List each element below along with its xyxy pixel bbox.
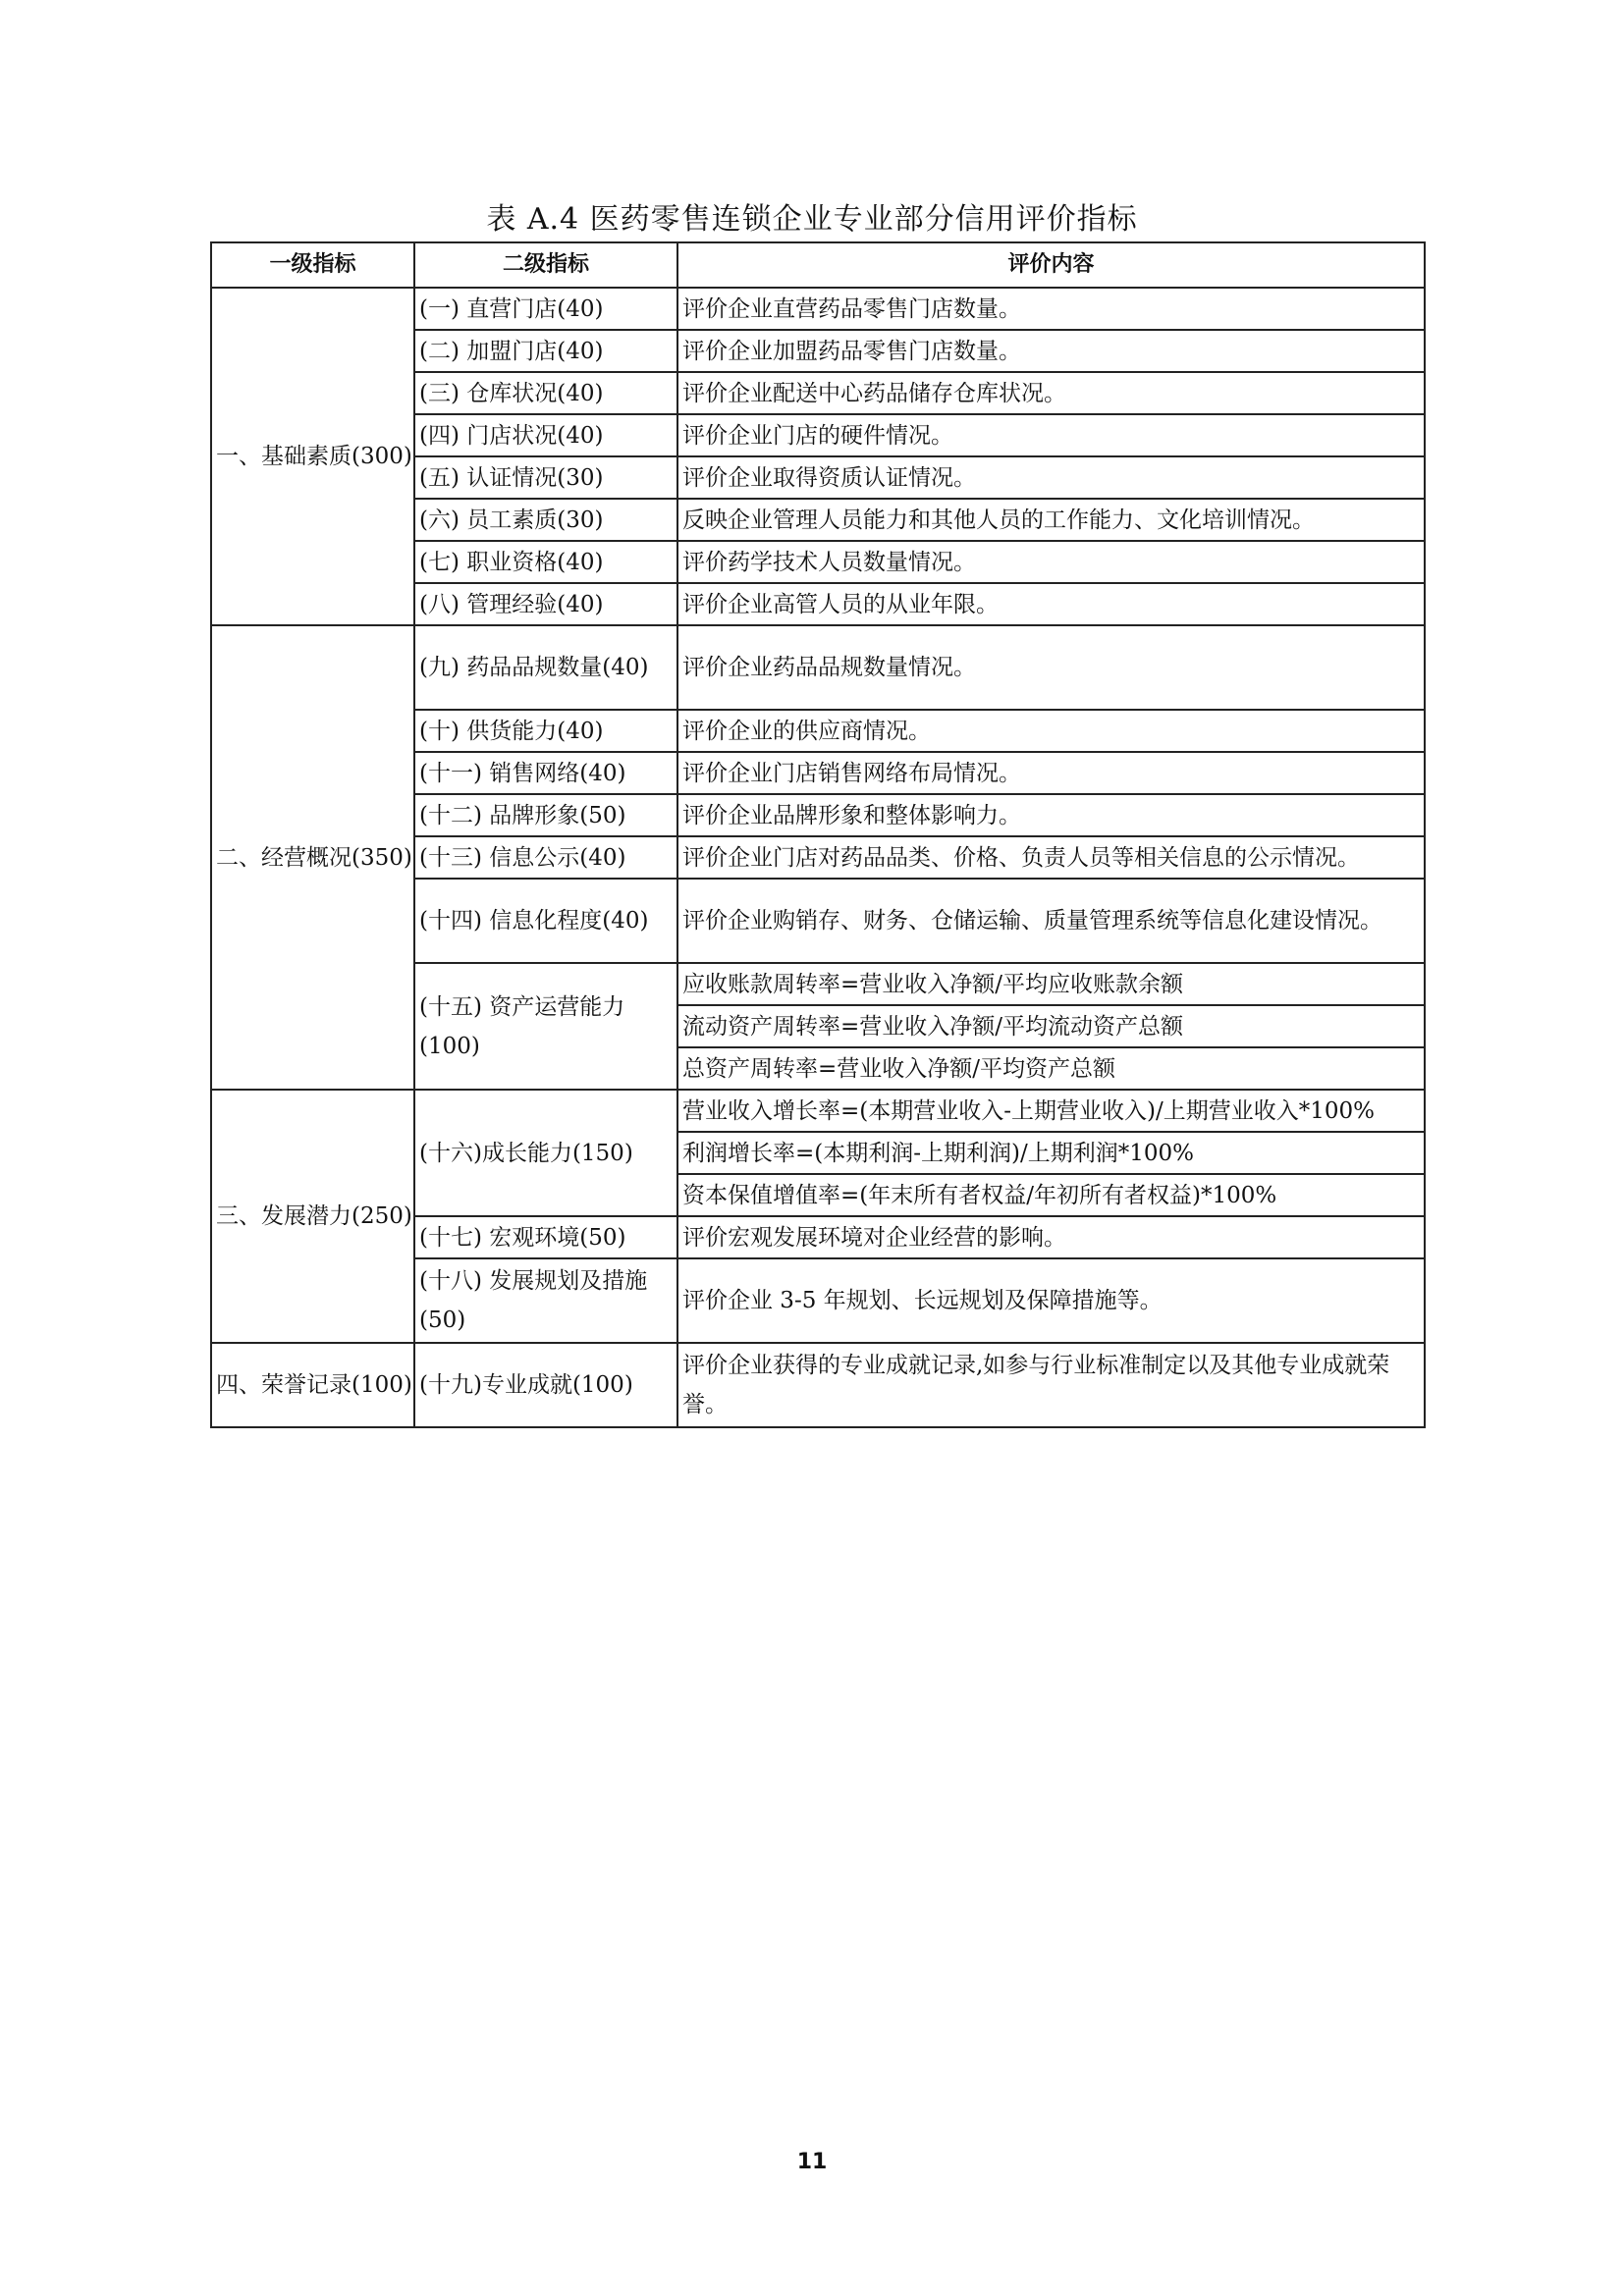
level2-cell: (十三) 信息公示(40) bbox=[414, 836, 677, 879]
content-cell: 资本保值增值率=(年末所有者权益/年初所有者权益)*100% bbox=[677, 1174, 1425, 1216]
content-cell: 评价企业配送中心药品储存仓库状况。 bbox=[677, 372, 1425, 414]
level2-cell: (二) 加盟门店(40) bbox=[414, 330, 677, 372]
table-row bbox=[211, 1090, 1425, 1132]
header-content: 评价内容 bbox=[677, 242, 1425, 288]
level2-cell: (七) 职业资格(40) bbox=[414, 541, 677, 583]
level2-cell: (三) 仓库状况(40) bbox=[414, 372, 677, 414]
content-cell: 评价企业门店的硬件情况。 bbox=[677, 414, 1425, 456]
level1-cell: 二、经营概况(350) bbox=[211, 625, 414, 1090]
level2-cell: (十八) 发展规划及措施(50) bbox=[414, 1258, 677, 1343]
level2-cell: (十六)成长能力(150) bbox=[414, 1090, 677, 1216]
level2-cell: (十四) 信息化程度(40) bbox=[414, 879, 677, 963]
level2-cell: (十七) 宏观环境(50) bbox=[414, 1216, 677, 1258]
level2-cell: (八) 管理经验(40) bbox=[414, 583, 677, 625]
content-cell: 评价企业高管人员的从业年限。 bbox=[677, 583, 1425, 625]
table-header-row bbox=[211, 242, 1425, 288]
level2-cell: (一) 直营门店(40) bbox=[414, 288, 677, 330]
level2-cell: (四) 门店状况(40) bbox=[414, 414, 677, 456]
content-cell: 营业收入增长率=(本期营业收入-上期营业收入)/上期营业收入*100% bbox=[677, 1090, 1425, 1132]
table-row bbox=[211, 1343, 1425, 1427]
content-cell: 评价药学技术人员数量情况。 bbox=[677, 541, 1425, 583]
level2-cell: (十一) 销售网络(40) bbox=[414, 752, 677, 794]
content-cell: 评价企业直营药品零售门店数量。 bbox=[677, 288, 1425, 330]
content-cell: 评价企业获得的专业成就记录,如参与行业标准制定以及其他专业成就荣誉。 bbox=[677, 1343, 1425, 1427]
header-level2: 二级指标 bbox=[414, 242, 677, 288]
table-row bbox=[211, 625, 1425, 710]
table-row bbox=[211, 288, 1425, 330]
level2-cell: (五) 认证情况(30) bbox=[414, 456, 677, 499]
content-cell: 利润增长率=(本期利润-上期利润)/上期利润*100% bbox=[677, 1132, 1425, 1174]
header-level1: 一级指标 bbox=[211, 242, 414, 288]
level1-cell: 一、基础素质(300) bbox=[211, 288, 414, 625]
content-cell: 评价企业门店对药品品类、价格、负责人员等相关信息的公示情况。 bbox=[677, 836, 1425, 879]
level2-cell: (十九)专业成就(100) bbox=[414, 1343, 677, 1427]
content-cell: 评价企业的供应商情况。 bbox=[677, 710, 1425, 752]
page-number: 11 bbox=[796, 2150, 828, 2174]
content-cell: 评价企业加盟药品零售门店数量。 bbox=[677, 330, 1425, 372]
content-cell: 反映企业管理人员能力和其他人员的工作能力、文化培训情况。 bbox=[677, 499, 1425, 541]
content-cell: 评价宏观发展环境对企业经营的影响。 bbox=[677, 1216, 1425, 1258]
content-cell: 评价企业门店销售网络布局情况。 bbox=[677, 752, 1425, 794]
credit-evaluation-table bbox=[210, 241, 1426, 1428]
content-cell: 评价企业取得资质认证情况。 bbox=[677, 456, 1425, 499]
content-cell: 流动资产周转率=营业收入净额/平均流动资产总额 bbox=[677, 1005, 1425, 1047]
level2-cell: (九) 药品品规数量(40) bbox=[414, 625, 677, 710]
level1-cell: 三、发展潜力(250) bbox=[211, 1090, 414, 1343]
content-cell: 评价企业 3-5 年规划、长远规划及保障措施等。 bbox=[677, 1258, 1425, 1343]
content-cell: 评价企业品牌形象和整体影响力。 bbox=[677, 794, 1425, 836]
level1-cell: 四、荣誉记录(100) bbox=[211, 1343, 414, 1427]
table-caption: 表 A.4 医药零售连锁企业专业部分信用评价指标 bbox=[486, 202, 1138, 237]
level2-cell: (六) 员工素质(30) bbox=[414, 499, 677, 541]
level2-cell: (十二) 品牌形象(50) bbox=[414, 794, 677, 836]
level2-cell: (十五) 资产运营能力(100) bbox=[414, 963, 677, 1090]
content-cell: 应收账款周转率=营业收入净额/平均应收账款余额 bbox=[677, 963, 1425, 1005]
level2-cell: (十) 供货能力(40) bbox=[414, 710, 677, 752]
content-cell: 总资产周转率=营业收入净额/平均资产总额 bbox=[677, 1047, 1425, 1090]
content-cell: 评价企业购销存、财务、仓储运输、质量管理系统等信息化建设情况。 bbox=[677, 879, 1425, 963]
content-cell: 评价企业药品品规数量情况。 bbox=[677, 625, 1425, 710]
